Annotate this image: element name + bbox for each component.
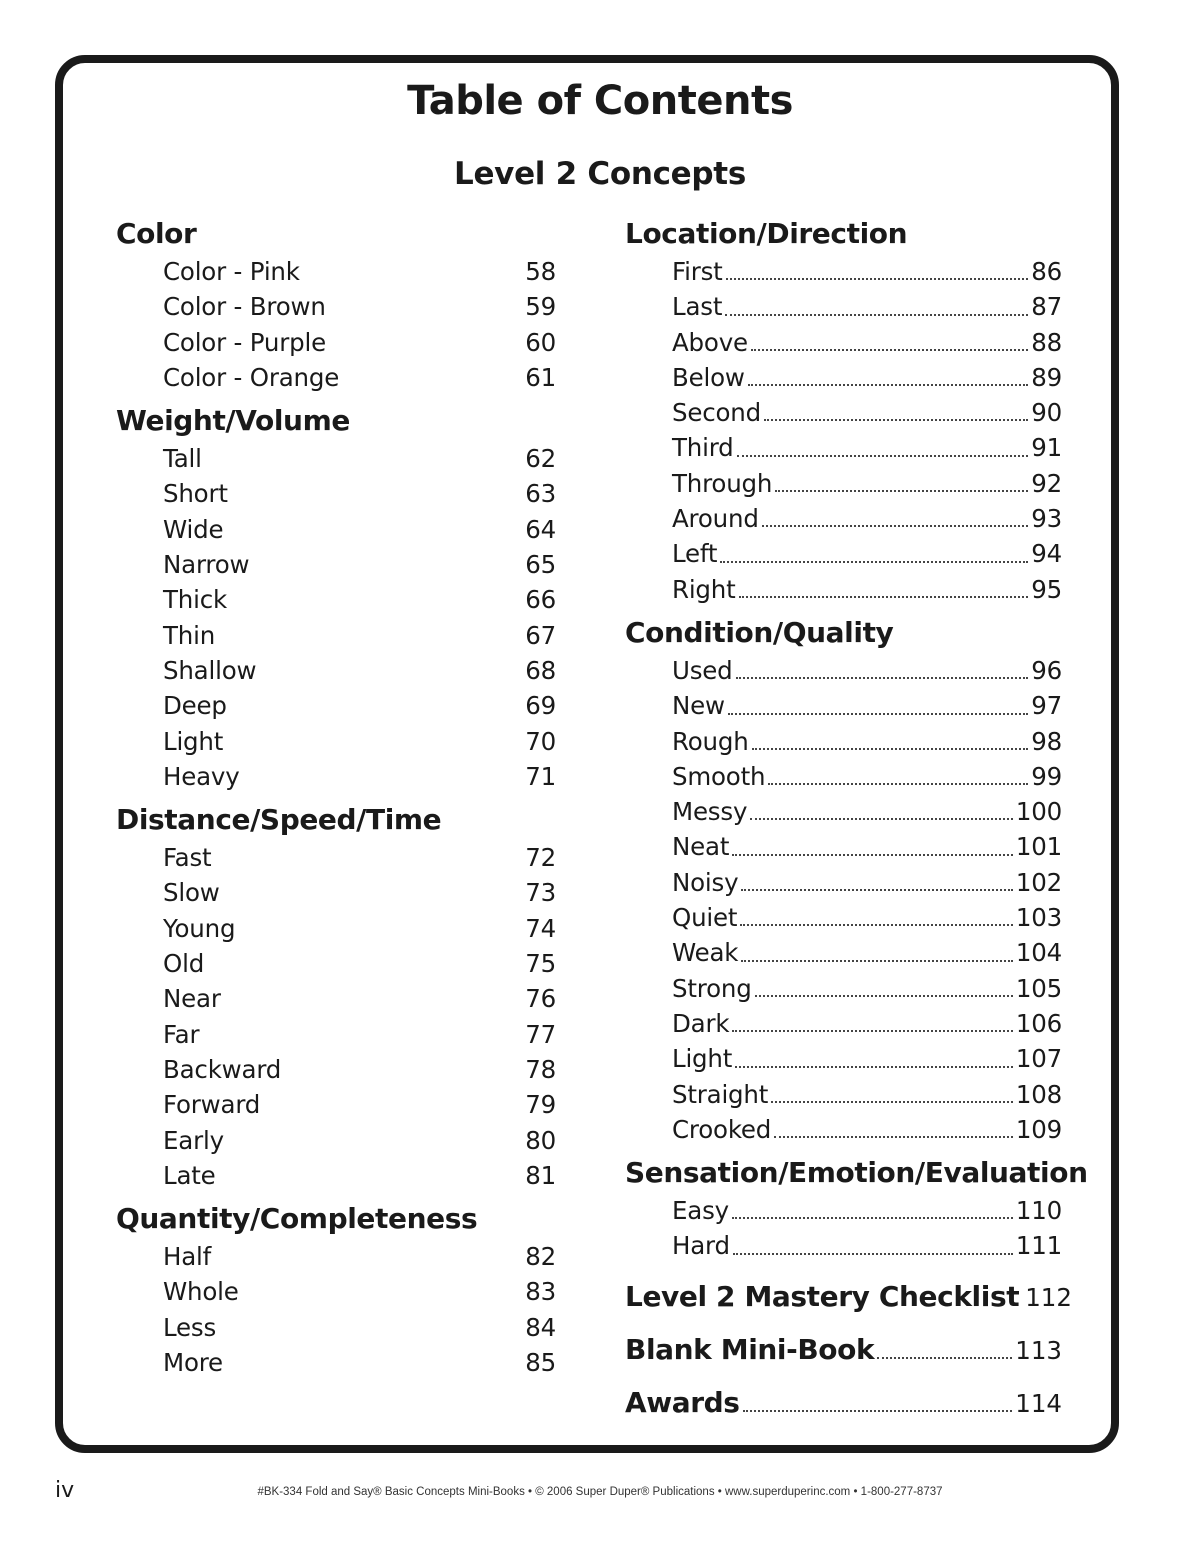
toc-entry-page: 62: [525, 444, 556, 474]
dot-leader: [249, 547, 525, 582]
toc-entry[interactable]: [625, 1041, 1062, 1076]
dot-leader: [743, 1409, 1013, 1412]
toc-entry-label: Thin: [163, 620, 216, 650]
toc-entry[interactable]: [116, 1017, 556, 1052]
toc-entry-label: Straight: [672, 1079, 769, 1109]
toc-entry[interactable]: [625, 360, 1062, 395]
toc-major-page: 113: [1015, 1335, 1062, 1365]
toc-entry-label: Second: [672, 398, 761, 428]
toc-entry[interactable]: [625, 935, 1062, 970]
dot-leader: [752, 724, 1029, 750]
toc-entry[interactable]: [116, 840, 556, 875]
toc-major-entry[interactable]: [625, 1376, 1062, 1429]
dot-leader: [771, 1077, 1013, 1103]
section-heading: Condition/Quality: [625, 615, 894, 649]
toc-entry-page: 59: [525, 292, 556, 322]
toc-entry-page: 77: [525, 1019, 556, 1049]
toc-entry-label: Color - Brown: [163, 292, 326, 322]
toc-entry-label: Light: [672, 1044, 733, 1074]
toc-entry-page: 65: [525, 550, 556, 580]
toc-entry-label: More: [163, 1348, 223, 1378]
toc-major-entry[interactable]: [625, 1323, 1062, 1376]
toc-entry-page: 99: [1031, 761, 1062, 791]
toc-entry[interactable]: [116, 582, 556, 617]
toc-entry[interactable]: [625, 536, 1062, 571]
toc-entry-page: 93: [1031, 504, 1062, 534]
toc-entry-page: 67: [525, 620, 556, 650]
toc-entry[interactable]: [116, 289, 556, 324]
dot-leader: [239, 1274, 526, 1309]
toc-entry-page: 102: [1015, 867, 1062, 897]
toc-entry-label: Near: [163, 984, 221, 1014]
toc-entry[interactable]: [116, 875, 556, 910]
section-heading: Distance/Speed/Time: [116, 803, 442, 837]
toc-entry[interactable]: [625, 794, 1062, 829]
toc-major-entry[interactable]: [625, 1270, 1072, 1323]
toc-entry-page: 80: [525, 1125, 556, 1155]
toc-entry[interactable]: [625, 1112, 1062, 1147]
toc-entry[interactable]: [116, 325, 556, 360]
toc-entry-label: Deep: [163, 691, 227, 721]
dot-leader: [774, 1112, 1013, 1138]
toc-entry-label: Thick: [163, 585, 227, 615]
toc-entry[interactable]: [625, 395, 1062, 430]
toc-entry-label: Above: [672, 327, 748, 357]
toc-entry-page: 107: [1015, 1044, 1062, 1074]
dot-leader: [204, 946, 525, 981]
toc-entry[interactable]: [116, 441, 556, 476]
toc-major-page: 112: [1025, 1282, 1072, 1312]
toc-entry-page: 95: [1031, 574, 1062, 604]
dot-leader: [748, 360, 1029, 386]
toc-entry[interactable]: [625, 688, 1062, 723]
toc-entry-page: 73: [525, 878, 556, 908]
toc-entry-label: Forward: [163, 1090, 261, 1120]
page-subtitle: Level 2 Concepts: [454, 156, 746, 192]
toc-right-column: [625, 214, 1088, 1429]
toc-entry[interactable]: [116, 1345, 556, 1380]
toc-entry-label: Smooth: [672, 761, 766, 791]
dot-leader: [326, 289, 526, 324]
toc-entry-page: 86: [1031, 257, 1062, 286]
section-entries: [116, 840, 556, 1193]
dot-leader: [256, 653, 525, 688]
dot-leader: [260, 1087, 525, 1122]
dot-leader: [211, 1239, 525, 1274]
toc-entry[interactable]: [116, 1274, 556, 1309]
toc-entry-label: Shallow: [163, 655, 257, 685]
toc-entry-label: Half: [163, 1242, 212, 1272]
toc-entry-page: 82: [525, 1242, 556, 1272]
toc-entry[interactable]: [625, 289, 1062, 324]
toc-entry[interactable]: [625, 971, 1062, 1006]
dot-leader: [223, 512, 525, 547]
toc-entry[interactable]: [625, 1228, 1062, 1263]
dot-leader: [750, 794, 1013, 820]
dot-leader: [221, 981, 526, 1016]
toc-entry[interactable]: [116, 688, 556, 723]
dot-leader: [736, 653, 1029, 679]
toc-entry[interactable]: [116, 512, 556, 547]
toc-entry[interactable]: [625, 430, 1062, 465]
toc-entry[interactable]: [116, 254, 556, 289]
toc-entry-page: 68: [525, 655, 556, 685]
toc-entry-page: 81: [525, 1160, 556, 1190]
toc-entry-page: 60: [525, 327, 556, 357]
toc-entry-page: 84: [525, 1312, 556, 1342]
toc-entry-label: Backward: [163, 1054, 282, 1084]
toc-entry-page: 69: [525, 691, 556, 721]
dot-leader: [735, 1041, 1013, 1067]
dot-leader: [202, 441, 525, 476]
toc-entry-page: 111: [1015, 1231, 1062, 1261]
toc-entry-label: Strong: [672, 973, 752, 1003]
toc-entry[interactable]: [625, 829, 1062, 864]
dot-leader: [339, 360, 525, 395]
footer-page-number: iv: [55, 1478, 75, 1503]
toc-entry-label: Old: [163, 949, 205, 979]
toc-entry[interactable]: [116, 476, 556, 511]
toc-entry[interactable]: [625, 1193, 1062, 1228]
toc-entry[interactable]: [116, 911, 556, 946]
toc-entry-label: Tall: [163, 444, 202, 474]
dot-leader: [227, 582, 525, 617]
toc-entry-label: Dark: [672, 1008, 730, 1038]
dot-leader: [737, 430, 1029, 456]
footer-publisher-line: #BK-334 Fold and Say® Basic Concepts Mini-Books • © 2006 Super Duper® Publications • www.superduperinc.com • 1-800-277-8737: [257, 1486, 943, 1498]
dot-leader: [215, 618, 525, 653]
toc-entry-label: Fast: [163, 843, 212, 873]
toc-entry-page: 88: [1031, 327, 1062, 357]
toc-entry-page: 100: [1015, 797, 1062, 827]
toc-entry-page: 94: [1031, 539, 1062, 569]
toc-entry-page: 92: [1031, 468, 1062, 498]
dot-leader: [223, 1345, 525, 1380]
toc-entry[interactable]: [116, 1087, 556, 1122]
dot-leader: [216, 1158, 526, 1193]
dot-leader: [741, 935, 1013, 961]
section-entries: [625, 254, 1062, 607]
dot-leader: [199, 1017, 525, 1052]
toc-entry-page: 76: [525, 984, 556, 1014]
toc-entry-label: Rough: [672, 726, 749, 756]
toc-entry-page: 66: [525, 585, 556, 615]
toc-entry-label: Left: [672, 539, 718, 569]
toc-entry-page: 64: [525, 514, 556, 544]
page-title: Table of Contents: [407, 78, 793, 124]
dot-leader: [755, 971, 1013, 997]
toc-major-label: Awards: [625, 1385, 740, 1419]
toc-entry-page: 85: [525, 1348, 556, 1378]
toc-entry-page: 78: [525, 1054, 556, 1084]
toc-entry-label: Messy: [672, 797, 748, 827]
toc-entry[interactable]: [625, 759, 1062, 794]
toc-entry-page: 71: [525, 761, 556, 791]
dot-leader: [739, 572, 1029, 598]
toc-left-column: [116, 214, 556, 1386]
toc-entry[interactable]: [625, 501, 1062, 536]
toc-entry-label: Quiet: [672, 903, 738, 933]
toc-entry-label: New: [672, 691, 725, 721]
toc-entry-label: Whole: [163, 1277, 239, 1307]
toc-entry[interactable]: [116, 618, 556, 653]
toc-entry-page: 103: [1015, 903, 1062, 933]
toc-entry-label: Young: [163, 913, 236, 943]
toc-entry-label: Light: [163, 726, 224, 756]
toc-entry-label: Neat: [672, 832, 730, 862]
toc-entry-page: 96: [1031, 655, 1062, 685]
toc-entry-label: Used: [672, 655, 733, 685]
dot-leader: [223, 724, 525, 759]
toc-entry[interactable]: [625, 724, 1062, 759]
section-heading: Weight/Volume: [116, 404, 350, 438]
toc-entry-page: 63: [525, 479, 556, 509]
toc-entry-label: Less: [163, 1312, 217, 1342]
toc-entry-page: 79: [525, 1090, 556, 1120]
toc-entry[interactable]: [116, 1158, 556, 1193]
toc-entry[interactable]: [625, 572, 1062, 607]
toc-entry-label: Below: [672, 362, 745, 392]
toc-entry[interactable]: [116, 360, 556, 395]
toc-major-label: Blank Mini-Book: [625, 1332, 875, 1366]
toc-entry[interactable]: [116, 981, 556, 1016]
section-heading: Sensation/Emotion/Evaluation: [625, 1156, 1088, 1190]
toc-entry-label: Late: [163, 1160, 216, 1190]
dot-leader: [228, 476, 525, 511]
section-entries: [625, 653, 1062, 1147]
toc-entry-page: 105: [1015, 973, 1062, 1003]
toc-entry-page: 97: [1031, 691, 1062, 721]
toc-entry-page: 83: [525, 1277, 556, 1307]
toc-entry-label: Easy: [672, 1196, 729, 1226]
toc-entry-page: 58: [525, 257, 556, 286]
toc-entry[interactable]: [116, 653, 556, 688]
dot-leader: [751, 325, 1028, 351]
dot-leader: [775, 466, 1028, 492]
dot-leader: [726, 254, 1029, 280]
toc-entry[interactable]: [116, 547, 556, 582]
section-entries: [625, 1193, 1062, 1264]
toc-entry-label: Wide: [163, 514, 224, 544]
toc-entry[interactable]: [116, 1123, 556, 1158]
toc-entry-page: 87: [1031, 292, 1062, 322]
toc-entry-label: Right: [672, 574, 736, 604]
toc-entry[interactable]: [625, 466, 1062, 501]
section-heading: Location/Direction: [625, 217, 908, 250]
toc-entry-label: Around: [672, 504, 759, 534]
toc-entry-page: 75: [525, 949, 556, 979]
section-heading: Quantity/Completeness: [116, 1202, 478, 1236]
dot-leader: [216, 1310, 525, 1345]
section-entries: [116, 441, 556, 794]
dot-leader: [300, 254, 525, 289]
toc-entry[interactable]: [625, 1077, 1062, 1112]
toc-entry-page: 61: [525, 362, 556, 392]
dot-leader: [768, 759, 1028, 785]
dot-leader: [281, 1052, 525, 1087]
toc-entry-label: Color - Pink: [163, 257, 300, 286]
toc-entry-label: Crooked: [672, 1114, 772, 1144]
extra-entries: [625, 1270, 1072, 1429]
dot-leader: [326, 325, 525, 360]
toc-entry-label: Far: [163, 1019, 200, 1049]
toc-entry[interactable]: [116, 1239, 556, 1274]
dot-leader: [877, 1356, 1012, 1359]
toc-entry-label: Last: [672, 292, 723, 322]
dot-leader: [220, 875, 526, 910]
toc-entry-label: Weak: [672, 938, 739, 968]
toc-entry[interactable]: [625, 900, 1062, 935]
toc-entry-label: Third: [672, 433, 734, 463]
toc-entry-page: 101: [1015, 832, 1062, 862]
toc-entry[interactable]: [625, 1006, 1062, 1041]
dot-leader: [224, 1123, 525, 1158]
toc-entry[interactable]: [625, 653, 1062, 688]
toc-entry[interactable]: [625, 865, 1062, 900]
dot-leader: [235, 911, 525, 946]
dot-leader: [762, 501, 1029, 527]
toc-entry-page: 108: [1015, 1079, 1062, 1109]
section-entries: [116, 254, 556, 395]
dot-leader: [240, 759, 526, 794]
toc-entry-label: Early: [163, 1125, 224, 1155]
toc-entry-page: 106: [1015, 1008, 1062, 1038]
dot-leader: [740, 900, 1013, 926]
toc-entry-label: Color - Orange: [163, 362, 340, 392]
section-heading: Color: [116, 217, 197, 250]
toc-entry[interactable]: [116, 724, 556, 759]
dot-leader: [227, 688, 525, 723]
toc-entry[interactable]: [116, 1052, 556, 1087]
toc-entry-page: 90: [1031, 398, 1062, 428]
toc-entry-label: First: [672, 257, 723, 286]
dot-leader: [211, 840, 525, 875]
toc-entry-page: 70: [525, 726, 556, 756]
toc-entry-page: 110: [1015, 1196, 1062, 1226]
dot-leader: [720, 536, 1028, 562]
toc-entry[interactable]: [116, 759, 556, 794]
dot-leader: [732, 1006, 1012, 1032]
dot-leader: [733, 1228, 1013, 1254]
toc-entry[interactable]: [625, 254, 1062, 289]
dot-leader: [764, 395, 1028, 421]
dot-leader: [725, 289, 1028, 315]
toc-entry-page: 109: [1015, 1114, 1062, 1144]
toc-entry-label: Narrow: [163, 550, 250, 580]
dot-leader: [741, 865, 1012, 891]
toc-entry-page: 104: [1015, 938, 1062, 968]
toc-entry-label: Hard: [672, 1231, 730, 1261]
toc-entry-page: 74: [525, 913, 556, 943]
toc-entry-page: 98: [1031, 726, 1062, 756]
dot-leader: [732, 829, 1013, 855]
toc-major-label: Level 2 Mastery Checklist: [625, 1279, 1020, 1313]
toc-entry[interactable]: [116, 1310, 556, 1345]
toc-entry-label: Slow: [163, 878, 220, 908]
toc-entry-label: Through: [672, 468, 773, 498]
section-entries: [116, 1239, 556, 1380]
toc-entry-page: 91: [1031, 433, 1062, 463]
toc-entry-page: 72: [525, 843, 556, 873]
dot-leader: [732, 1193, 1013, 1219]
toc-entry[interactable]: [625, 325, 1062, 360]
toc-entry[interactable]: [116, 946, 556, 981]
toc-entry-label: Noisy: [672, 867, 739, 897]
toc-major-page: 114: [1015, 1388, 1062, 1418]
toc-entry-label: Short: [163, 479, 228, 509]
toc-entry-page: 89: [1031, 362, 1062, 392]
toc-entry-label: Color - Purple: [163, 327, 326, 357]
dot-leader: [728, 688, 1028, 714]
toc-entry-label: Heavy: [163, 761, 240, 791]
